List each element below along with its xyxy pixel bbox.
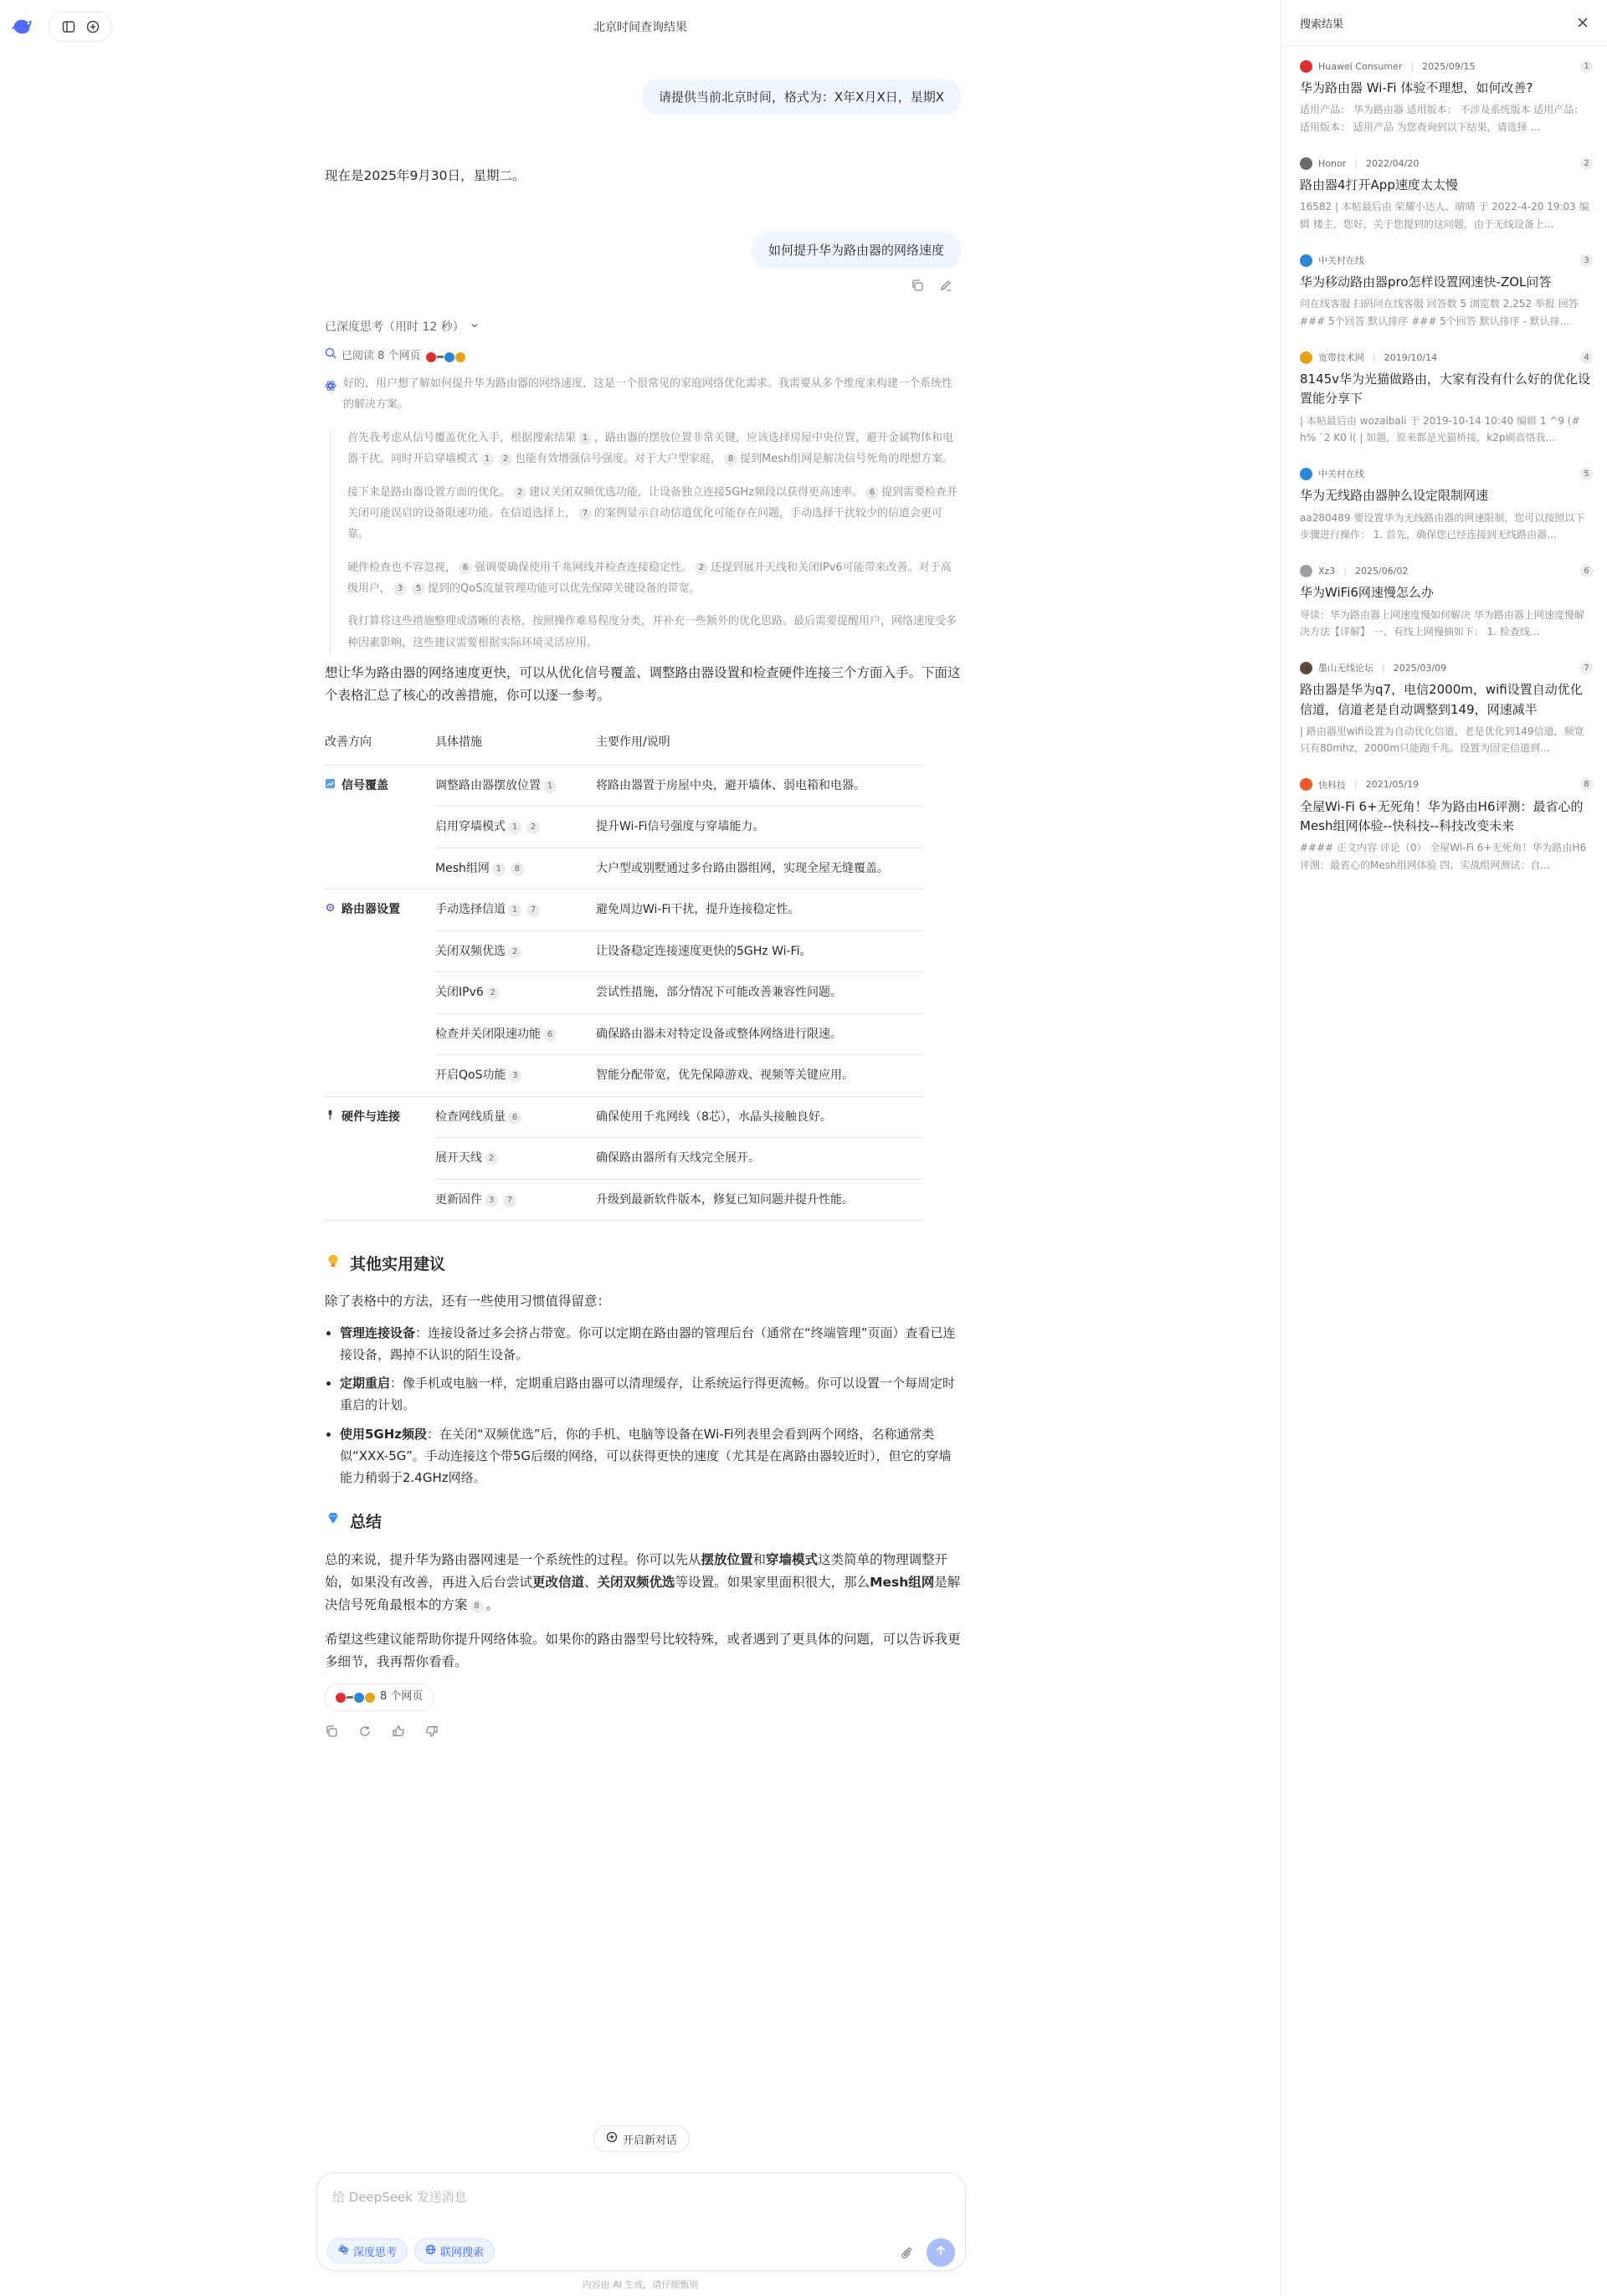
edit-icon[interactable]	[939, 277, 952, 299]
table-row	[325, 1013, 924, 1055]
panel-divider	[1281, 45, 1607, 46]
result-number: 8	[1580, 778, 1593, 791]
cell-direction: 信号覆盖	[325, 765, 435, 807]
think-paragraph: 首先我考虑从信号覆盖优化入手，根据搜索结果 1 ，路由器的摆放位置非常关键，应该选择房屋中央位置，避开金属物体和电器干扰。同时开启穿墙模式 1 2 也能有效增强信号强度。对于大户型家庭， 8 提到Mesh组网是解决信号死角的理想方案。	[347, 431, 954, 466]
message-input[interactable]: 给 DeepSeek 发送消息	[332, 2190, 467, 2205]
search-result[interactable]	[1300, 563, 1593, 640]
deep-think-icon	[338, 2244, 349, 2258]
site-favicon	[1300, 60, 1312, 73]
result-meta: 墨山无线论坛 | 2025/03/09 7	[1300, 660, 1593, 675]
citation[interactable]: 6	[459, 561, 472, 575]
result-date: 2025/03/09	[1393, 662, 1447, 674]
result-meta: 快科技 | 2021/05/19 8	[1300, 777, 1593, 792]
citation[interactable]: 5	[412, 582, 425, 596]
think-paragraph: 硬件检查也不容忽视， 6 强调要确保使用千兆网线并检查连接稳定性。 2 还提到展开天线和关闭IPv6可能带来改善。对于高级用户， 3 5 提到的QoS流量管理功能可以优先保障关键设备的带宽。	[347, 561, 952, 595]
result-date: 2019/10/14	[1384, 351, 1438, 363]
cell-measure: 检查并关闭限速功能 6	[435, 1013, 596, 1055]
result-meta: Xz3 | 2025/06/02 6	[1300, 563, 1593, 578]
cell-description: 避免周边Wi-Fi干扰，提升连接稳定性。	[596, 889, 924, 931]
cell-description: 确保路由器所有天线完全展开。	[596, 1138, 924, 1180]
globe-icon	[425, 2244, 436, 2258]
citation[interactable]: 2	[526, 821, 540, 834]
favicon	[354, 1693, 364, 1703]
result-title[interactable]: 路由器是华为q7，电信2000m，wifi设置自动优化信道，信道老是自动调整到149，网速减半	[1300, 682, 1583, 717]
result-title[interactable]: 华为路由器 Wi-Fi 体验不理想，如何改善?	[1300, 80, 1533, 95]
ai-disclaimer: 内容由 AI 生成，请仔细甄别	[582, 2279, 699, 2290]
table-row	[325, 1138, 924, 1180]
deep-think-label: 深度思考	[353, 2246, 398, 2259]
tips-list	[325, 1322, 961, 1489]
result-snippet: 导读：华为路由器上网速度慢如何解决 华为路由器上网速度慢解决方法【详解】 一、有线上网慢摘如下： 1. 检查线...	[1300, 608, 1584, 638]
citation[interactable]: 7	[578, 507, 592, 520]
table-row	[325, 1096, 924, 1138]
lightbulb-icon	[325, 1251, 341, 1279]
result-number: 2	[1580, 157, 1593, 170]
category-icon	[325, 776, 336, 797]
cell-description: 大户型或别墅通过多台路由器组网，实现全屋无缝覆盖。	[596, 848, 924, 889]
result-source: Huawei Consumer	[1318, 60, 1403, 72]
result-meta: Honor | 2022/04/20 2	[1300, 156, 1593, 171]
result-title[interactable]: 华为移动路由器pro怎样设置网速快-ZOL问答	[1300, 274, 1552, 290]
result-source: 中关村在线	[1318, 469, 1364, 480]
cell-direction	[325, 807, 435, 848]
cell-direction	[325, 1055, 435, 1097]
cell-measure: 展开天线 2	[435, 1138, 596, 1180]
cell-direction	[325, 930, 435, 972]
cell-description: 将路由器置于房屋中央，避开墙体、弱电箱和电器。	[596, 765, 924, 807]
table-row	[325, 1055, 924, 1097]
chevron-down-icon	[470, 317, 480, 338]
table-row	[325, 807, 924, 848]
result-date: 2021/05/19	[1365, 779, 1420, 791]
tips-heading: 其他实用建议	[325, 1251, 961, 1279]
citation[interactable]: 2	[508, 946, 521, 959]
answer-intro: 想让华为路由器的网络速度更快，可以从优化信号覆盖、调整路由器设置和检查硬件连接三个方面入手。下面这个表格汇总了核心的改善措施，你可以逐一参考。	[325, 664, 961, 704]
citation[interactable]: 8	[724, 453, 737, 466]
arrow-up-icon	[934, 2244, 947, 2261]
search-result[interactable]	[1300, 350, 1593, 446]
citation[interactable]: 2	[485, 1152, 498, 1166]
result-number: 3	[1580, 254, 1593, 267]
result-number: 6	[1580, 565, 1593, 577]
web-search-label: 联网搜索	[440, 2246, 485, 2259]
cell-direction	[325, 1138, 435, 1180]
message-composer	[316, 2172, 966, 2271]
result-source: Xz3	[1318, 565, 1336, 577]
table-row	[325, 930, 924, 972]
cell-measure: 启用穿墙模式 1 2	[435, 807, 596, 848]
citation[interactable]: 7	[526, 904, 540, 917]
thumbs-up-icon[interactable]	[392, 1723, 407, 1738]
improvement-table	[325, 725, 924, 1221]
citation[interactable]: 6	[508, 1111, 521, 1125]
table-header: 改善方向	[325, 725, 435, 765]
deep-think-button[interactable]	[327, 2238, 408, 2263]
site-favicon	[1300, 157, 1312, 170]
new-chat-icon	[606, 2131, 618, 2146]
chat-thread	[325, 79, 961, 1738]
citation[interactable]: 8	[511, 863, 524, 876]
cell-measure: Mesh组网 1 8	[435, 848, 596, 889]
source-favicons	[426, 352, 465, 362]
favicon	[426, 352, 436, 362]
table-header: 主要作用/说明	[596, 725, 924, 765]
cell-measure: 手动选择信道 1 7	[435, 889, 596, 931]
message-actions	[325, 1723, 961, 1738]
cell-description: 确保路由器未对特定设备或整体网络进行限速。	[596, 1013, 924, 1055]
sources-label: 8 个网页	[380, 1690, 424, 1704]
summary-heading: 总结	[325, 1509, 961, 1536]
thought-toggle[interactable]	[325, 317, 961, 338]
search-result[interactable]	[1300, 59, 1593, 136]
result-meta	[1300, 253, 1593, 268]
category-icon	[325, 899, 336, 920]
result-meta	[1300, 466, 1593, 481]
result-meta: 宽带技术网 | 2019/10/14 4	[1300, 350, 1593, 365]
citation[interactable]: 6	[543, 1028, 557, 1042]
favicon	[455, 352, 465, 362]
user-message: 如何提升华为路由器的网络速度	[752, 233, 961, 268]
chat-title: 北京时间查询结果	[593, 21, 687, 34]
site-favicon	[1300, 778, 1312, 791]
result-title[interactable]: 华为WiFi6网速慢怎么办	[1300, 585, 1434, 601]
list-item: 管理连接设备：连接设备过多会挤占带宽。你可以定期在路由器的管理后台（通常在“终端管理”页面）查看已连接设备，踢掉不认识的陌生设备。	[325, 1322, 961, 1366]
site-favicon	[1300, 565, 1312, 577]
citation[interactable]: 1	[508, 904, 521, 917]
cell-direction: 路由器设置	[325, 889, 435, 931]
cell-measure: 调整路由器摆放位置 1	[435, 765, 596, 807]
source-favicons	[336, 1693, 375, 1703]
search-done-icon	[325, 347, 336, 366]
assistant-message: 现在是2025年9月30日，星期二。	[325, 168, 526, 184]
thumbs-down-icon[interactable]	[425, 1723, 440, 1738]
favicon	[347, 1696, 353, 1699]
closing-paragraph: 希望这些建议能帮助你提升网络体验。如果你的路由器型号比较特殊，或者遇到了更具体的问题，可以告诉我更多细节，我再帮你看看。	[325, 1631, 961, 1670]
citation[interactable]: 7	[503, 1194, 516, 1207]
citation[interactable]: 3	[508, 1069, 521, 1083]
summary-paragraph: 总的来说，提升华为路由器网速是一个系统性的过程。你可以先从摆放位置和穿墙模式这类简单的物理调整开始，如果没有改善，再进入后台尝试更改信道、关闭双频优选等设置。如果家里面积很大，那么Mesh组网是解决信号死角最根本的方案 8 。	[325, 1551, 961, 1612]
result-number: 4	[1580, 351, 1593, 364]
read-pages-row[interactable]	[325, 347, 961, 366]
send-button[interactable]	[927, 2238, 955, 2267]
result-source: 墨山无线论坛	[1318, 663, 1373, 674]
result-title[interactable]: 华为无线路由器肿么设定限制网速	[1300, 488, 1489, 504]
table-row	[325, 1179, 924, 1221]
result-snippet: | 本帖最后由 wozaibali 于 2019-10-14 10:40 编辑 1 ^9 (# h% `2 K0 l( | 如题，原来都是光猫桥接，k2p刷高恪我...	[1300, 414, 1580, 443]
result-date: 2022/04/20	[1365, 157, 1420, 169]
favicon	[336, 1693, 346, 1703]
cell-description: 升级到最新软件版本，修复已知问题并提升性能。	[596, 1179, 924, 1221]
thinking-block	[325, 373, 961, 653]
site-favicon	[1300, 662, 1312, 674]
search-result[interactable]	[1300, 777, 1593, 874]
citation[interactable]: 1	[492, 863, 506, 876]
cell-description: 让设备稳定连接速度更快的5GHz Wi-Fi。	[596, 930, 924, 972]
result-title[interactable]: 全屋Wi-Fi 6+无死角！华为路由H6评测：最省心的Mesh组网体验--快科技--科技改变未来	[1300, 798, 1584, 833]
result-snippet: 适用产品： 华为路由器 适用版本： 不涉及系统版本 适用产品： 适用版本： 适用产品 为您查询到以下结果，请选择 ...	[1300, 104, 1584, 133]
result-source: 宽带技术网	[1318, 352, 1364, 364]
result-source: 中关村在线	[1318, 255, 1364, 267]
new-chat-label: 开启新对话	[623, 2134, 678, 2147]
result-snippet: 16582 | 本帖最后由 荣耀小达人、晴晴 于 2022-4-20 19:03 编辑 楼主，您好，关于您提到的这问题，由于无线设备上...	[1300, 201, 1589, 230]
favicon	[444, 352, 454, 362]
result-source: 快科技	[1318, 779, 1346, 791]
table-header: 具体措施	[435, 725, 596, 765]
search-results-panel	[1281, 0, 1607, 2296]
new-chat-button[interactable]	[593, 2125, 690, 2152]
result-date: 2025/06/02	[1355, 565, 1409, 577]
favicon	[437, 356, 444, 358]
results-list	[1300, 59, 1593, 894]
table-row	[325, 848, 924, 889]
list-item: 使用5GHz频段：在关闭“双频优选”后，你的手机、电脑等设备在Wi-Fi列表里会看到两个网络，名称通常类似“XXX-5G”。手动连接这个带5G后缀的网络，可以获得更快的速度（尤其是在离路由器较近时），但它的穿墙能力稍弱于2.4GHz网络。	[325, 1423, 961, 1489]
result-snippet: 问在线客服 扫码问在线客服 回答数 5 浏览数 2,252 举报 回答 ### 5个回答 默认排序 ### 5个回答 默认排序 - 默认排...	[1300, 298, 1579, 327]
regenerate-icon[interactable]	[358, 1723, 373, 1738]
site-favicon	[1300, 254, 1312, 267]
search-result[interactable]	[1300, 660, 1593, 756]
cell-measure: 更新固件 3 7	[435, 1179, 596, 1221]
result-meta: Huawei Consumer | 2025/09/15 1	[1300, 59, 1593, 74]
result-snippet: aa280489 要设置华为无线路由器的网速限制，您可以按照以下步骤进行操作： 1. 首先，确保您已经连接到无线路由器...	[1300, 511, 1585, 541]
result-number: 1	[1580, 60, 1593, 73]
panel-title: 搜索结果	[1300, 18, 1344, 31]
close-icon[interactable]	[1575, 15, 1590, 30]
result-number: 7	[1580, 662, 1593, 674]
citation[interactable]: 6	[865, 486, 879, 500]
citation[interactable]: 8	[470, 1600, 484, 1613]
citation[interactable]: 1	[578, 432, 592, 445]
copy-icon[interactable]	[325, 1723, 340, 1738]
list-item: 定期重启：像手机或电脑一样，定期重启路由器可以清理缓存，让系统运行得更流畅。你可以设置一个每周定时重启的计划。	[325, 1372, 961, 1417]
user-message: 请提供当前北京时间，格式为：X年X月X日，星期X	[642, 79, 961, 115]
citation[interactable]: 2	[486, 987, 500, 1000]
read-pages-label: 已阅读 8 个网页	[341, 350, 421, 363]
result-title[interactable]: 路由器4打开App速度太太慢	[1300, 177, 1458, 193]
site-favicon	[1300, 351, 1312, 364]
category-icon	[325, 1107, 336, 1128]
table-row	[325, 972, 924, 1014]
result-date: 2025/09/15	[1422, 60, 1476, 72]
tips-intro: 除了表格中的方法，还有一些使用习惯值得留意：	[325, 1294, 611, 1309]
thought-label: 已深度思考（用时 12 秒）	[325, 320, 465, 334]
cell-direction	[325, 848, 435, 889]
result-number: 5	[1580, 468, 1593, 480]
result-source: Honor	[1318, 157, 1347, 169]
cell-direction	[325, 1179, 435, 1221]
cell-description: 智能分配带宽，优先保障游戏、视频等关键应用。	[596, 1055, 924, 1097]
citation[interactable]: 1	[508, 821, 521, 834]
copy-icon[interactable]	[911, 277, 924, 299]
web-search-button[interactable]	[414, 2238, 495, 2263]
think-paragraph: 好的，用户想了解如何提升华为路由器的网络速度，这是一个很常见的家庭网络优化需求。我需要从多个维度来构建一个系统性的解决方案。	[343, 377, 953, 412]
think-paragraph: 接下来是路由器设置方面的优化。 2 建议关闭双频优选功能，让设备独立连接5GHz频段以获得更高速率。 6 提到需要检查并关闭可能误启的设备限速功能。在信道选择上， 7 的案例显示自动信道优化可能存在问题，手动选择干扰较少的信道会更可靠。	[347, 485, 958, 541]
result-snippet: #### 正文内容 评论（0） 全屋Wi-Fi 6+无死角！华为路由H6评测：最省心的Mesh组网体验 四、实战组网测试：自...	[1300, 842, 1587, 871]
cell-direction	[325, 1013, 435, 1055]
cell-description: 确保使用千兆网线（8芯），水晶头接触良好。	[596, 1096, 924, 1138]
citation[interactable]: 1	[480, 453, 494, 466]
cell-description: 提升Wi-Fi信号强度与穿墙能力。	[596, 807, 924, 848]
citation[interactable]: 1	[543, 780, 557, 793]
citation[interactable]: 3	[485, 1194, 498, 1207]
result-snippet: | 路由器里wifi设置为自动优化信道，老是优化到149信道，频宽只有80mhz，2000m只能跑千兆。设置为固定信道到...	[1300, 725, 1584, 755]
citation[interactable]: 3	[393, 582, 407, 596]
citation[interactable]: 2	[695, 561, 708, 575]
search-result[interactable]	[1300, 156, 1593, 233]
gem-icon	[325, 1509, 341, 1536]
cell-measure: 检查网线质量 6	[435, 1096, 596, 1138]
sources-button[interactable]	[325, 1684, 434, 1711]
search-result[interactable]	[1300, 466, 1593, 543]
table-row	[325, 765, 924, 807]
paperclip-icon[interactable]	[900, 2245, 913, 2260]
table-row	[325, 889, 924, 931]
cell-description: 尝试性措施，部分情况下可能改善兼容性问题。	[596, 972, 924, 1014]
cell-direction	[325, 972, 435, 1014]
result-title[interactable]: 8145v华为光猫做路由，大家有没有什么好的优化设置能分享下	[1300, 372, 1591, 407]
citation[interactable]: 2	[513, 486, 526, 500]
favicon	[365, 1693, 375, 1703]
cell-measure: 关闭双频优选 2	[435, 930, 596, 972]
cell-direction: 硬件与连接	[325, 1096, 435, 1138]
think-paragraph: 我打算将这些措施整理成清晰的表格，按照操作难易程度分类，并补充一些额外的优化思路。最后需要提醒用户，网络速度受多种因素影响，这些建议需要根据实际环境灵活应用。	[347, 615, 958, 649]
search-result[interactable]	[1300, 253, 1593, 330]
site-favicon	[1300, 468, 1312, 480]
citation[interactable]: 2	[499, 453, 512, 466]
cell-measure: 关闭IPv6 2	[435, 972, 596, 1014]
cell-measure: 开启QoS功能 3	[435, 1055, 596, 1097]
